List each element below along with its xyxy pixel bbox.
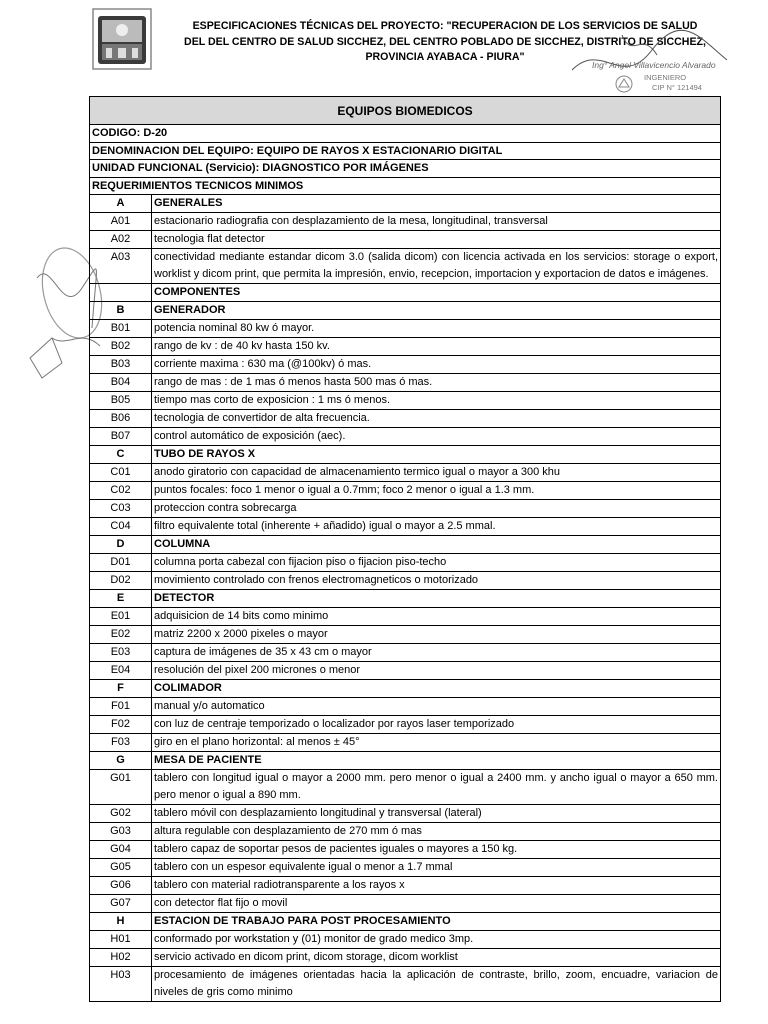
section-title: COLUMNA: [152, 536, 721, 554]
row-description: tecnologia flat detector: [152, 231, 721, 249]
section-title: GENERALES: [152, 195, 721, 213]
row-description: potencia nominal 80 kw ó mayor.: [152, 320, 721, 338]
row-code: G04: [90, 841, 152, 859]
section-row: [90, 680, 720, 698]
row-description: columna porta cabezal con fijacion piso o fijacion piso-techo: [152, 554, 721, 572]
row-description: matriz 2200 x 2000 pixeles o mayor: [152, 626, 721, 644]
row-code: A02: [90, 231, 152, 249]
section-row: [90, 446, 720, 464]
row-code: A01: [90, 213, 152, 231]
requirement-row: [90, 356, 720, 374]
row-description: conformado por workstation y (01) monitor de grado medico 3mp.: [152, 931, 721, 949]
municipal-shield-logo: [92, 8, 152, 70]
equipment-spec-sheet: [89, 96, 721, 1002]
header-line-3: PROVINCIA AYABACA - PIURA": [365, 51, 525, 63]
row-code: B: [90, 302, 152, 320]
section-row: [90, 590, 720, 608]
requirement-row: [90, 213, 720, 231]
requirement-row: [90, 428, 720, 446]
requirement-row: [90, 841, 720, 859]
requirement-row: [90, 626, 720, 644]
row-description: con detector flat fijo o movil: [152, 895, 721, 913]
row-description: servicio activado en dicom print, dicom storage, dicom worklist: [152, 949, 721, 967]
row-description: manual y/o automatico: [152, 698, 721, 716]
row-description: movimiento controlado con frenos electromagneticos o motorizado: [152, 572, 721, 590]
row-code: H: [90, 913, 152, 931]
row-code: E: [90, 590, 152, 608]
section-title: COMPONENTES: [152, 284, 721, 302]
row-code: F01: [90, 698, 152, 716]
row-description: tablero móvil con desplazamiento longitudinal y transversal (lateral): [152, 805, 721, 823]
row-code: G02: [90, 805, 152, 823]
requirement-row: [90, 859, 720, 877]
row-description: conectividad mediante estandar dicom 3.0 (salida dicom) con licencia activada en los servicios: storage o export, worklist y dicom print, que permita la impresión, envio, recepcion, importacion y exportacion de datos e imágenes.: [152, 249, 721, 284]
requirement-row: [90, 967, 720, 1002]
requirements-heading: REQUERIMIENTOS TECNICOS MINIMOS: [90, 178, 720, 196]
row-code: [90, 284, 152, 302]
row-code: H03: [90, 967, 152, 1002]
row-description: giro en el plano horizontal: al menos ± 45°: [152, 734, 721, 752]
row-code: F02: [90, 716, 152, 734]
row-description: tablero con longitud igual o mayor a 2000 mm. pero menor o igual a 2400 mm. y ancho igual o mayor a 650 mm. pero menor o igual a 890 mm.: [152, 770, 721, 805]
row-code: F: [90, 680, 152, 698]
requirement-row: [90, 410, 720, 428]
row-code: E04: [90, 662, 152, 680]
section-row: [90, 284, 720, 302]
row-code: C: [90, 446, 152, 464]
engineer-seal-icon: [614, 74, 634, 94]
row-code: C04: [90, 518, 152, 536]
requirement-row: [90, 500, 720, 518]
row-code: B07: [90, 428, 152, 446]
requirement-row: [90, 805, 720, 823]
section-row: [90, 913, 720, 931]
row-description: control automático de exposición (aec).: [152, 428, 721, 446]
section-row: [90, 752, 720, 770]
requirement-row: [90, 877, 720, 895]
row-code: E01: [90, 608, 152, 626]
requirement-row: [90, 698, 720, 716]
row-description: tecnologia de convertidor de alta frecuencia.: [152, 410, 721, 428]
requirement-row: [90, 572, 720, 590]
requirement-row: [90, 392, 720, 410]
row-code: B03: [90, 356, 152, 374]
section-title: ESTACION DE TRABAJO PARA POST PROCESAMIENTO: [152, 913, 721, 931]
signature-name: Ing° Angel Villavicencio Alvarado: [592, 60, 716, 70]
row-description: tablero capaz de soportar pesos de pacientes iguales o mayores a 150 kg.: [152, 841, 721, 859]
row-code: A: [90, 195, 152, 213]
equipment-denomination: DENOMINACION DEL EQUIPO: EQUIPO DE RAYOS X ESTACIONARIO DIGITAL: [90, 143, 720, 161]
section-title: MESA DE PACIENTE: [152, 752, 721, 770]
signature-cip: CIP N° 121494: [652, 83, 702, 92]
row-description: tablero con un espesor equivalente igual o menor a 1.7 mmal: [152, 859, 721, 877]
requirement-row: [90, 644, 720, 662]
row-code: E02: [90, 626, 152, 644]
row-code: C03: [90, 500, 152, 518]
requirement-row: [90, 320, 720, 338]
row-code: H02: [90, 949, 152, 967]
row-description: puntos focales: foco 1 menor o igual a 0.7mm; foco 2 menor o igual a 1.3 mm.: [152, 482, 721, 500]
section-title: GENERADOR: [152, 302, 721, 320]
row-code: B04: [90, 374, 152, 392]
row-description: proteccion contra sobrecarga: [152, 500, 721, 518]
header-line-1: ESPECIFICACIONES TÉCNICAS DEL PROYECTO: "RECUPERACION DE LOS SERVICIOS DE SALUD: [192, 20, 698, 32]
section-title: TUBO DE RAYOS X: [152, 446, 721, 464]
requirement-row: [90, 249, 720, 284]
requirement-row: [90, 464, 720, 482]
requirement-row: [90, 895, 720, 913]
row-description: filtro equivalente total (inherente + añadido) igual o mayor a 2.5 mmal.: [152, 518, 721, 536]
requirement-row: [90, 823, 720, 841]
requirement-row: [90, 338, 720, 356]
row-description: captura de imágenes de 35 x 43 cm o mayor: [152, 644, 721, 662]
row-description: rango de mas : de 1 mas ó menos hasta 500 mas ó mas.: [152, 374, 721, 392]
row-code: G03: [90, 823, 152, 841]
row-code: B01: [90, 320, 152, 338]
row-code: D01: [90, 554, 152, 572]
requirement-row: [90, 374, 720, 392]
functional-unit: UNIDAD FUNCIONAL (Servicio): DIAGNOSTICO POR IMÁGENES: [90, 160, 720, 178]
requirement-row: [90, 949, 720, 967]
row-code: C02: [90, 482, 152, 500]
row-description: procesamiento de imágenes orientadas hacia la aplicación de contraste, brillo, zoom, encuadre, variacion de niveles de gris como minimo: [152, 967, 721, 1002]
section-title: COLIMADOR: [152, 680, 721, 698]
row-code: B02: [90, 338, 152, 356]
row-description: rango de kv : de 40 kv hasta 150 kv.: [152, 338, 721, 356]
requirement-row: [90, 231, 720, 249]
section-row: [90, 195, 720, 213]
row-description: estacionario radiografia con desplazamiento de la mesa, longitudinal, transversal: [152, 213, 721, 231]
requirement-row: [90, 770, 720, 805]
requirement-row: [90, 482, 720, 500]
section-title: DETECTOR: [152, 590, 721, 608]
requirement-row: [90, 662, 720, 680]
row-code: B06: [90, 410, 152, 428]
sheet-title: EQUIPOS BIOMEDICOS: [90, 97, 720, 125]
equipment-code: CODIGO: D-20: [90, 125, 720, 143]
header-line-2: DEL DEL CENTRO DE SALUD SICCHEZ, DEL CENTRO POBLADO DE SICCHEZ, DISTRITO DE SICCHEZ,: [184, 35, 706, 48]
row-description: resolución del pixel 200 micrones o menor: [152, 662, 721, 680]
row-description: corriente maxima : 630 ma (@100kv) ó mas.: [152, 356, 721, 374]
row-description: adquisicion de 14 bits como minimo: [152, 608, 721, 626]
row-code: E03: [90, 644, 152, 662]
row-code: F03: [90, 734, 152, 752]
section-row: [90, 302, 720, 320]
row-code: G07: [90, 895, 152, 913]
row-code: G05: [90, 859, 152, 877]
row-code: H01: [90, 931, 152, 949]
row-code: G: [90, 752, 152, 770]
row-description: con luz de centraje temporizado o localizador por rayos laser temporizado: [152, 716, 721, 734]
row-code: D: [90, 536, 152, 554]
requirement-row: [90, 608, 720, 626]
row-description: anodo giratorio con capacidad de almacenamiento termico igual o mayor a 300 khu: [152, 464, 721, 482]
row-code: C01: [90, 464, 152, 482]
row-code: A03: [90, 249, 152, 284]
row-description: tablero con material radiotransparente a los rayos x: [152, 877, 721, 895]
requirements-table: [90, 195, 720, 1001]
requirement-row: [90, 734, 720, 752]
requirement-row: [90, 716, 720, 734]
requirement-row: [90, 518, 720, 536]
section-row: [90, 536, 720, 554]
row-code: G06: [90, 877, 152, 895]
row-description: altura regulable con desplazamiento de 270 mm ó mas: [152, 823, 721, 841]
signature-role: INGENIERO: [644, 73, 687, 82]
row-description: tiempo mas corto de exposicion : 1 ms ó menos.: [152, 392, 721, 410]
requirement-row: [90, 931, 720, 949]
requirement-row: [90, 554, 720, 572]
row-code: D02: [90, 572, 152, 590]
row-code: B05: [90, 392, 152, 410]
row-code: G01: [90, 770, 152, 805]
